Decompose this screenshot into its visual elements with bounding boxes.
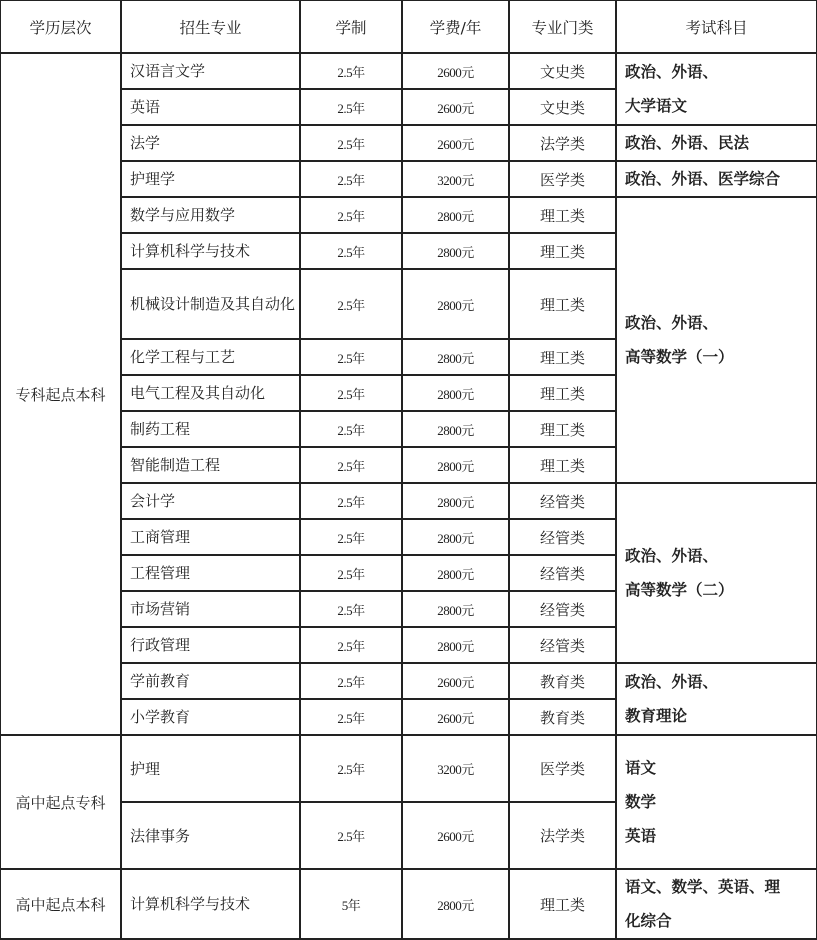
exam-subject-line: 数学 — [625, 793, 657, 811]
table-row — [0, 125, 817, 161]
tuition-fee: 2600元 — [402, 663, 509, 699]
category: 理工类 — [509, 339, 616, 375]
duration: 2.5年 — [300, 339, 402, 375]
tuition-fee: 2800元 — [402, 375, 509, 411]
exam-subject-line: 高等数学（二） — [625, 581, 734, 599]
header-fee: 学费/年 — [402, 0, 509, 53]
exam-subject-line: 教育理论 — [625, 707, 688, 725]
duration: 2.5年 — [300, 591, 402, 627]
exam-subject-line: 高等数学（一） — [625, 348, 734, 366]
duration: 2.5年 — [300, 197, 402, 233]
duration: 2.5年 — [300, 53, 402, 89]
duration: 2.5年 — [300, 802, 402, 869]
major-name: 制药工程 — [121, 411, 300, 447]
tuition-fee: 2800元 — [402, 197, 509, 233]
tuition-fee: 2800元 — [402, 483, 509, 519]
category: 经管类 — [509, 519, 616, 555]
category: 经管类 — [509, 627, 616, 663]
category: 理工类 — [509, 197, 616, 233]
exam-subjects — [616, 161, 817, 197]
major-name: 计算机科学与技术 — [121, 233, 300, 269]
header-exam: 考试科目 — [616, 0, 817, 53]
major-name: 智能制造工程 — [121, 447, 300, 483]
major-name: 电气工程及其自动化 — [121, 375, 300, 411]
exam-subject-line: 政治、外语、 — [625, 314, 719, 332]
category: 文史类 — [509, 53, 616, 89]
major-name: 会计学 — [121, 483, 300, 519]
major-name: 数学与应用数学 — [121, 197, 300, 233]
major-name: 工程管理 — [121, 555, 300, 591]
tuition-fee: 2800元 — [402, 269, 509, 339]
tuition-fee: 2800元 — [402, 233, 509, 269]
exam-subject-line: 政治、外语、民法 — [625, 134, 750, 152]
exam-subject-line: 英语 — [625, 827, 657, 845]
exam-subject-line: 政治、外语、 — [625, 673, 719, 691]
table-row — [0, 483, 817, 519]
table-row — [0, 735, 817, 802]
header-level: 学历层次 — [0, 0, 121, 53]
category: 教育类 — [509, 663, 616, 699]
tuition-fee: 3200元 — [402, 161, 509, 197]
major-name: 护理学 — [121, 161, 300, 197]
exam-subject-line: 政治、外语、 — [625, 547, 719, 565]
exam-subjects — [616, 869, 817, 939]
table-row — [0, 161, 817, 197]
duration: 2.5年 — [300, 483, 402, 519]
exam-subjects — [616, 735, 817, 869]
duration: 5年 — [300, 869, 402, 939]
exam-subject-line: 大学语文 — [625, 97, 688, 115]
major-name: 化学工程与工艺 — [121, 339, 300, 375]
exam-subjects — [616, 125, 817, 161]
duration: 2.5年 — [300, 411, 402, 447]
education-level: 高中起点本科 — [0, 869, 121, 939]
duration: 2.5年 — [300, 375, 402, 411]
major-name: 工商管理 — [121, 519, 300, 555]
duration: 2.5年 — [300, 125, 402, 161]
duration: 2.5年 — [300, 627, 402, 663]
tuition-fee: 3200元 — [402, 735, 509, 802]
category: 医学类 — [509, 161, 616, 197]
exam-subjects — [616, 197, 817, 483]
table-row — [0, 869, 817, 939]
tuition-fee: 2600元 — [402, 699, 509, 735]
major-name: 市场营销 — [121, 591, 300, 627]
major-name: 法律事务 — [121, 802, 300, 869]
category: 理工类 — [509, 269, 616, 339]
education-level: 高中起点专科 — [0, 735, 121, 869]
category: 理工类 — [509, 375, 616, 411]
major-name: 学前教育 — [121, 663, 300, 699]
category: 法学类 — [509, 802, 616, 869]
exam-subjects — [616, 663, 817, 735]
tuition-fee: 2800元 — [402, 339, 509, 375]
exam-subjects — [616, 53, 817, 125]
category: 经管类 — [509, 555, 616, 591]
major-name: 小学教育 — [121, 699, 300, 735]
major-name: 行政管理 — [121, 627, 300, 663]
tuition-fee: 2600元 — [402, 53, 509, 89]
table-row — [0, 663, 817, 699]
duration: 2.5年 — [300, 555, 402, 591]
duration: 2.5年 — [300, 233, 402, 269]
major-name: 护理 — [121, 735, 300, 802]
category: 理工类 — [509, 869, 616, 939]
category: 经管类 — [509, 591, 616, 627]
tuition-fee: 2800元 — [402, 555, 509, 591]
duration: 2.5年 — [300, 735, 402, 802]
exam-subject-line: 政治、外语、 — [625, 63, 719, 81]
duration: 2.5年 — [300, 89, 402, 125]
tuition-fee: 2800元 — [402, 627, 509, 663]
duration: 2.5年 — [300, 269, 402, 339]
duration: 2.5年 — [300, 519, 402, 555]
category: 医学类 — [509, 735, 616, 802]
header-row — [0, 0, 817, 53]
major-name: 英语 — [121, 89, 300, 125]
tuition-fee: 2600元 — [402, 802, 509, 869]
major-name: 法学 — [121, 125, 300, 161]
education-level: 专科起点本科 — [0, 53, 121, 735]
tuition-fee: 2600元 — [402, 89, 509, 125]
major-name: 汉语言文学 — [121, 53, 300, 89]
category: 理工类 — [509, 233, 616, 269]
major-name: 计算机科学与技术 — [121, 869, 300, 939]
duration: 2.5年 — [300, 447, 402, 483]
tuition-fee: 2800元 — [402, 591, 509, 627]
exam-subjects — [616, 483, 817, 663]
tuition-fee: 2800元 — [402, 869, 509, 939]
tuition-fee: 2800元 — [402, 447, 509, 483]
tuition-fee: 2800元 — [402, 519, 509, 555]
header-major: 招生专业 — [121, 0, 300, 53]
exam-subject-line: 化综合 — [625, 912, 672, 930]
exam-subject-line: 语文、数学、英语、理 — [625, 878, 781, 896]
major-name: 机械设计制造及其自动化 — [121, 269, 300, 339]
category: 理工类 — [509, 411, 616, 447]
table-row — [0, 197, 817, 233]
duration: 2.5年 — [300, 161, 402, 197]
duration: 2.5年 — [300, 699, 402, 735]
exam-subject-line: 政治、外语、医学综合 — [625, 170, 781, 188]
category: 理工类 — [509, 447, 616, 483]
tuition-fee: 2600元 — [402, 125, 509, 161]
category: 教育类 — [509, 699, 616, 735]
category: 经管类 — [509, 483, 616, 519]
header-duration: 学制 — [300, 0, 402, 53]
header-category: 专业门类 — [509, 0, 616, 53]
exam-subject-line: 语文 — [625, 759, 657, 777]
category: 法学类 — [509, 125, 616, 161]
category: 文史类 — [509, 89, 616, 125]
duration: 2.5年 — [300, 663, 402, 699]
table-row — [0, 53, 817, 89]
tuition-fee: 2800元 — [402, 411, 509, 447]
